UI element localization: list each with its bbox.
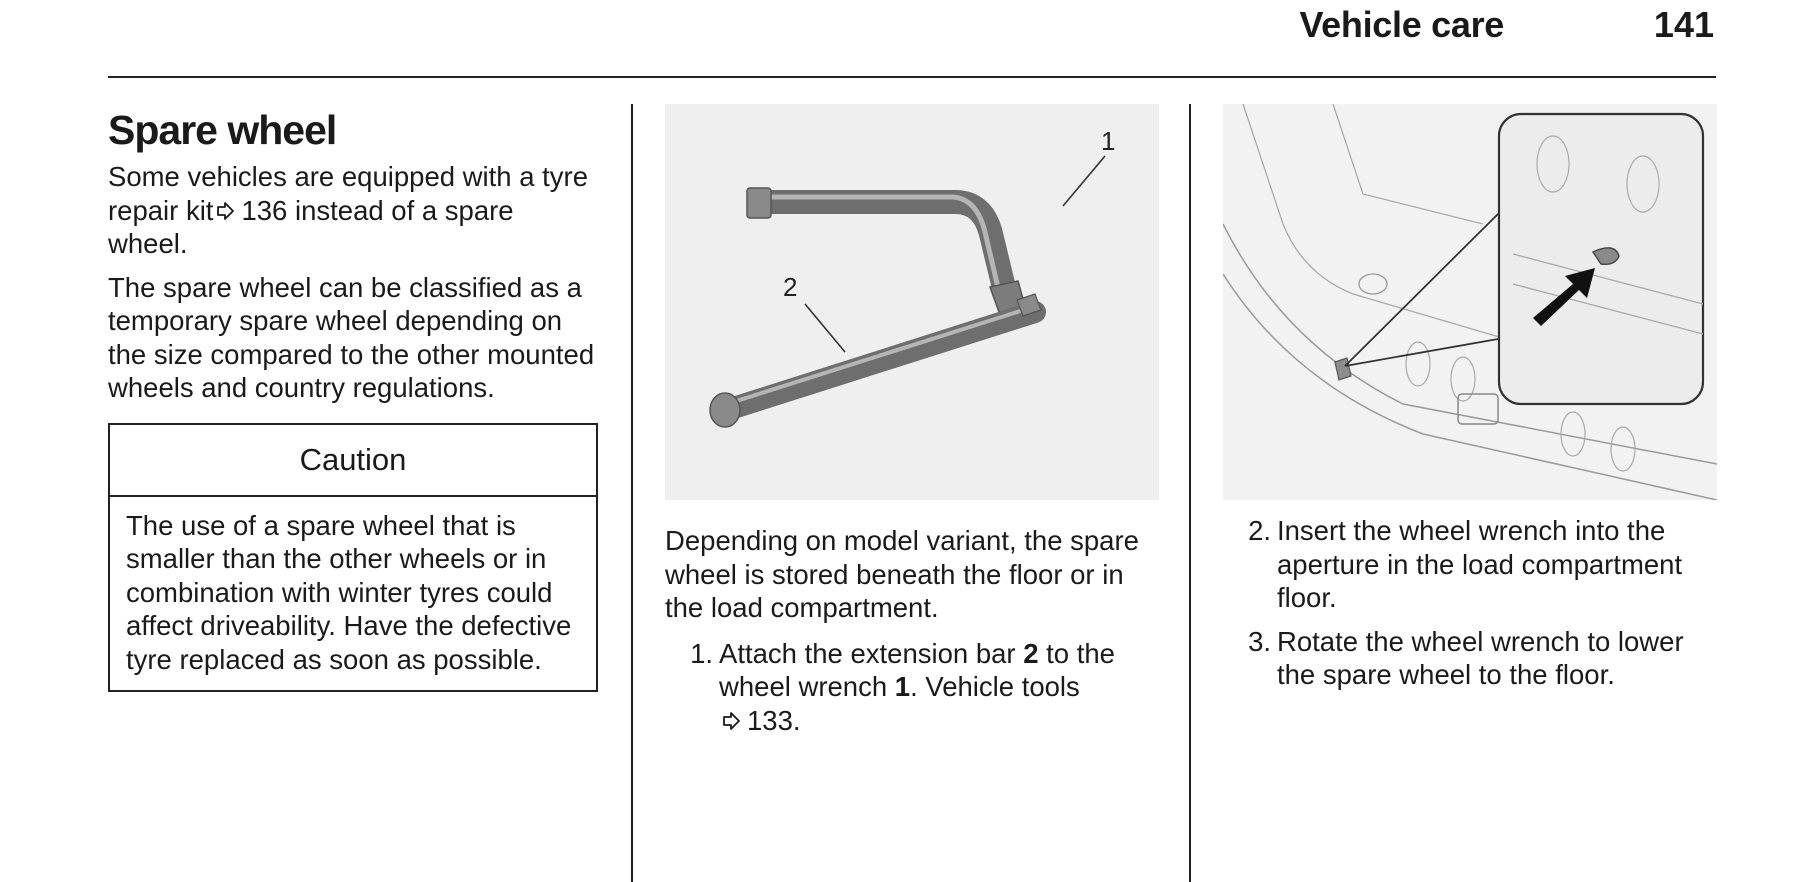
cross-reference-link[interactable]: 136: [241, 194, 288, 226]
wheel-wrench-and-extension-bar-icon: [665, 104, 1159, 500]
figure-label-2: 2: [783, 272, 798, 302]
step-2: [1223, 514, 1717, 615]
load-compartment-floor-icon: [1223, 104, 1717, 500]
page-number: 141: [1653, 4, 1714, 45]
intro-paragraph: [108, 160, 598, 261]
header-rule: [108, 76, 1716, 78]
step-text: Rotate the wheel wrench to lower the spare wheel to the floor.: [1277, 625, 1684, 690]
section-name: Vehicle care: [1299, 4, 1504, 45]
column-1: [108, 104, 598, 692]
part-number-2: 2: [1023, 637, 1039, 669]
step-number: 2.: [1248, 515, 1271, 546]
column-2: [665, 104, 1159, 747]
step-text: [719, 637, 1159, 738]
caution-title: Caution: [110, 425, 596, 497]
step-3: [1223, 625, 1717, 692]
cross-reference-arrow-icon: [215, 201, 235, 221]
step-1: [665, 637, 1159, 738]
page-title: Spare wheel: [108, 107, 337, 153]
steps-list-col3: [1223, 514, 1717, 692]
storage-paragraph: Depending on model variant, the spare wheel is stored beneath the floor or in the load compartment.: [665, 525, 1139, 623]
classification-paragraph: The spare wheel can be classified as a temporary spare wheel depending on the size compared to the other mounted wheels and country regulations.: [108, 271, 595, 403]
step-number: 3.: [1248, 625, 1271, 657]
step-text-part: Attach the extension bar: [719, 637, 1024, 669]
wrench-illustration: [665, 104, 1159, 500]
column-divider-2: [1189, 104, 1191, 882]
step-text-part: .: [792, 704, 801, 736]
intro-text-end: instead of a spare wheel.: [108, 194, 514, 259]
cross-reference-link[interactable]: 133: [747, 704, 793, 736]
load-compartment-illustration: [1223, 104, 1717, 500]
caution-text: The use of a spare wheel that is smaller than the other wheels or in combination with winter tyres could affect driveability. Have the defective tyre replaced as soon as possible.: [126, 509, 572, 675]
step-text-part: . Vehicle tools: [910, 671, 1080, 702]
steps-list-col2: [665, 637, 1159, 738]
step-number: 1.: [690, 637, 713, 669]
step-text-part: to the wheel wrench: [719, 637, 1115, 702]
step-text: Insert the wheel wrench into the aperture in the load compartment floor.: [1277, 515, 1683, 613]
column-3: [1223, 104, 1717, 702]
column-divider-1: [631, 104, 633, 882]
cross-reference-arrow-icon: [721, 711, 741, 731]
intro-text: Some vehicles are equipped with a tyre repair kit: [108, 161, 588, 226]
part-number-1: 1: [894, 671, 911, 702]
figure-label-1: 1: [1101, 126, 1116, 156]
caution-box: [108, 423, 598, 693]
